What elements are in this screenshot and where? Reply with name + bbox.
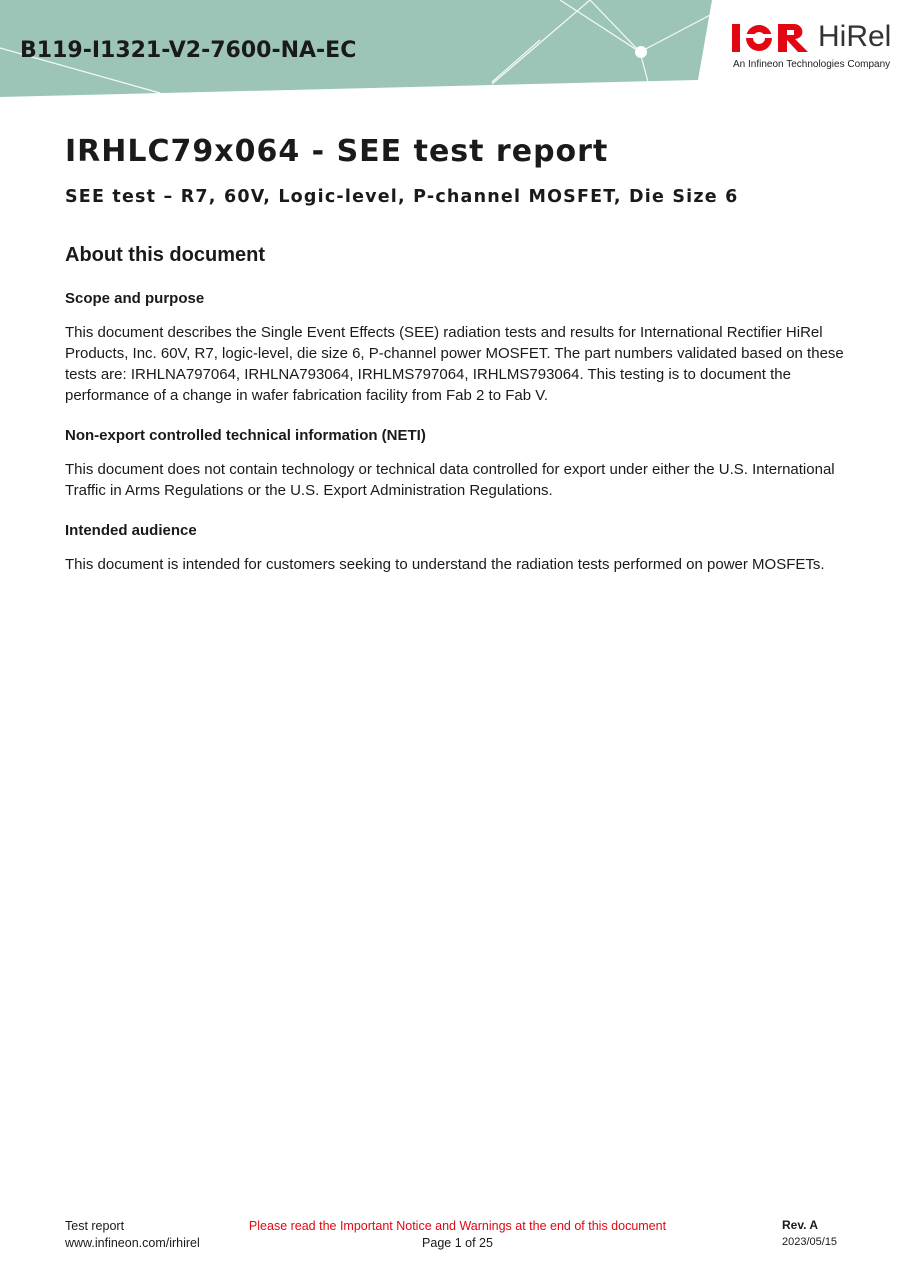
footer-page-number: Page 1 of 25 [422,1236,493,1250]
footer-revision: Rev. A [782,1218,819,1232]
page-footer [0,1216,905,1256]
footer-url[interactable]: www.infineon.com/irhirel [65,1236,200,1250]
audience-paragraph: This document is intended for customers seeking to understand the radiation tests performed on power MOSFETs. [65,556,825,573]
page-title: IRHLC79x064 - SEE test report [65,134,609,169]
company-logo [732,20,892,76]
footer-doc-type: Test report [65,1219,125,1233]
logo-hirel-text: HiRel [818,20,892,53]
neti-heading: Non-export controlled technical information (NETI) [65,427,426,444]
document-code: B119-I1321-V2-7600-NA-EC [20,38,357,63]
footer-date: 2023/05/15 [782,1236,838,1248]
ior-logo-icon [732,22,812,54]
footer-right [782,1217,837,1251]
audience-heading: Intended audience [65,522,197,539]
footer-left [65,1218,200,1252]
neti-paragraph: This document does not contain technology or technical data controlled for export under either the U.S. International Traffic in Arms Regulations or the U.S. Export Administration Regulations. [65,461,835,499]
page-subtitle: SEE test – R7, 60V, Logic-level, P-channel MOSFET, Die Size 6 [65,187,739,207]
footer-notice[interactable]: Please read the Important Notice and Warnings at the end of this document [248,1219,667,1233]
scope-paragraph: This document describes the Single Event Effects (SEE) radiation tests and results for International Rectifier HiRel Products, Inc. 60V, R7, logic-level, die size 6, P-channel power MOSFET. The part numbers validated based on these tests are: IRHLNA797064, IRHLNA793064, IRHLMS797064, IRHLMS793064. This testing is to document the performance of a change in wafer fabrication facility from Fab 2 to Fab V. [65,324,844,404]
logo-tagline: An Infineon Technologies Company [733,59,891,70]
scope-heading: Scope and purpose [65,290,205,307]
about-heading: About this document [65,244,265,266]
footer-center [190,1218,725,1252]
